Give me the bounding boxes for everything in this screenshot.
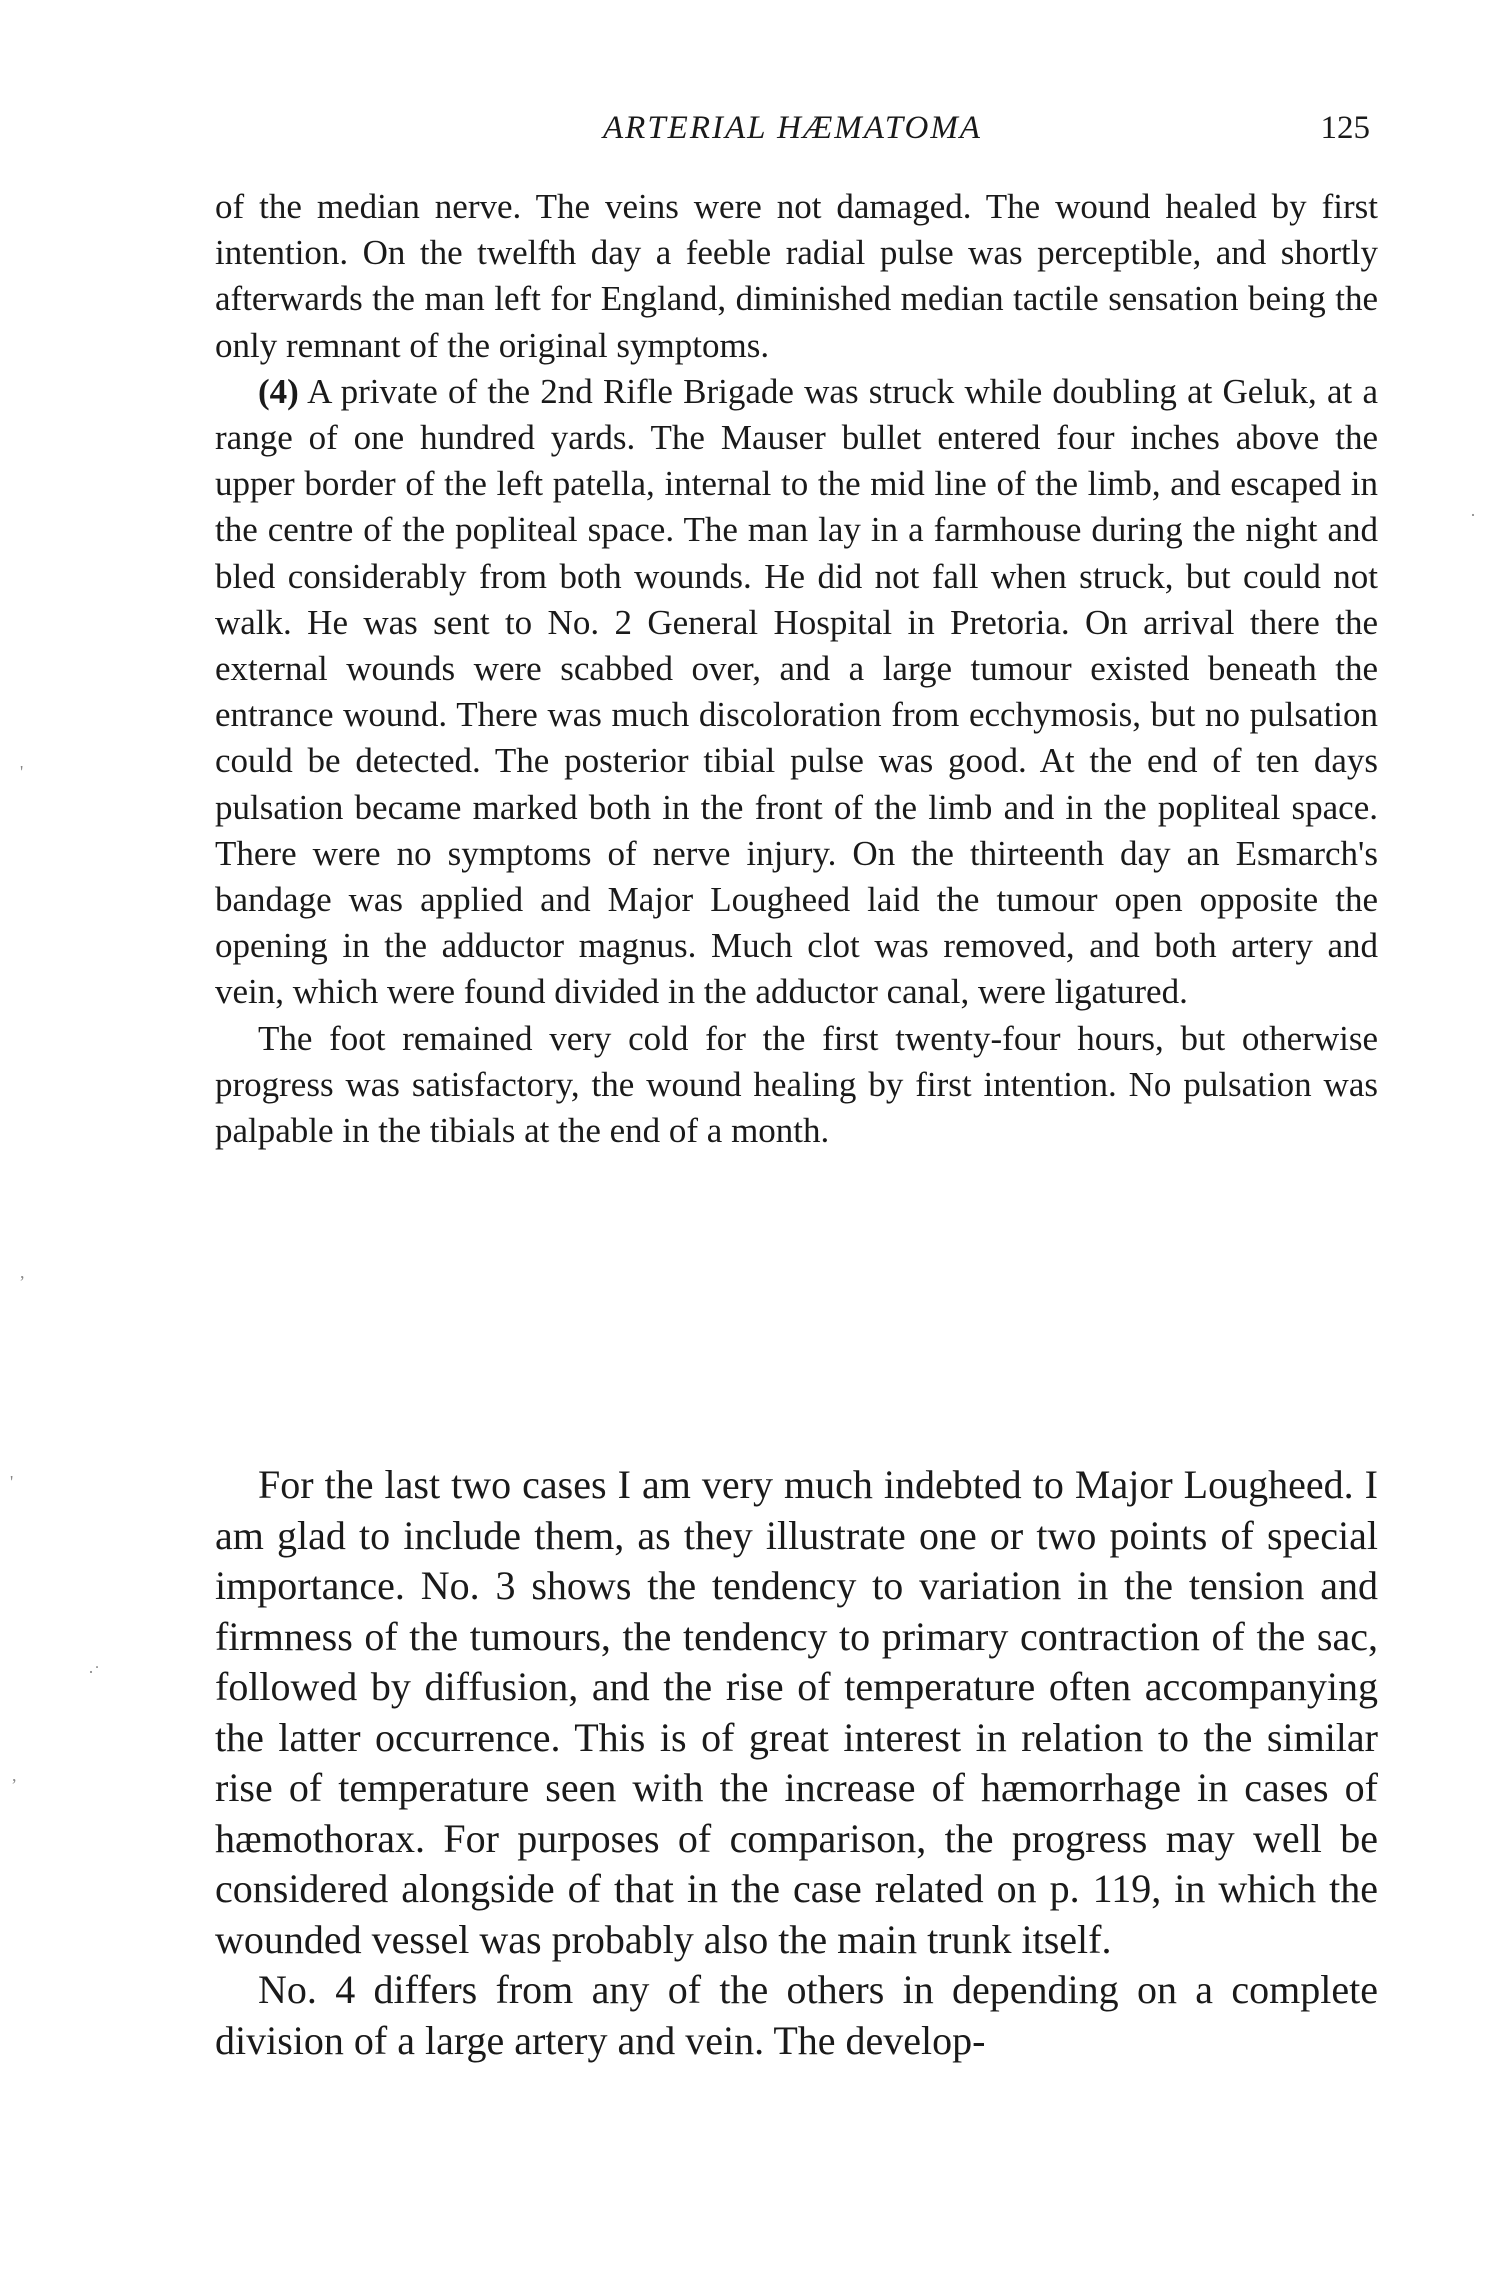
discussion-section bbox=[215, 1460, 1378, 2066]
speck: , bbox=[12, 1765, 17, 1785]
case-number: (4) bbox=[258, 371, 299, 411]
page-header bbox=[215, 110, 1370, 150]
paragraph bbox=[215, 1460, 1378, 1965]
paragraph bbox=[215, 184, 1378, 369]
speck: ' bbox=[10, 1472, 14, 1492]
paragraph bbox=[215, 369, 1378, 1016]
paragraph-text: The foot remained very cold for the first twenty-four hours, but otherwise progress was satisfactory, the wound healing by first intention. No pulsation was palpable in the tibials at the end of a month. bbox=[215, 1018, 1378, 1151]
paragraph-text: No. 4 differs from any of the others in depending on a complete division of a large artery and vein. The develop- bbox=[215, 1967, 1378, 2063]
page-number: 125 bbox=[1320, 110, 1370, 146]
paragraph-text: of the median nerve. The veins were not damaged. The wound healed by first intention. On the twelfth day a feeble radial pulse was perceptible, and shortly afterwards the man left for England, diminished median tactile sensation being the only remnant of the original symptoms. bbox=[215, 187, 1378, 365]
running-title: ARTERIAL HÆMATOMA bbox=[603, 110, 982, 146]
paragraph-text: A private of the 2nd Rifle Brigade was struck while doubling at Geluk, at a range of one hundred yards. The Mauser bullet entered four inches above the upper border of the left patella, internal to the mid line of the limb, and escaped in the centre of the popliteal space. The man lay in a farmhouse during the night and bled considerably from both wounds. He did not fall when struck, but could not walk. He was sent to No. 2 General Hospital in Pretoria. On arrival there the external wounds were scabbed over, and a large tumour existed beneath the entrance wound. There was much discoloration from ecchymosis, but no pulsation could be detected. The posterior tibial pulse was good. At the end of ten days pulsation became marked both in the front of the limb and in the popliteal space. There were no symptoms of nerve injury. On the thirteenth day an Esmarch's bandage was applied and Major Lougheed laid the tumour open opposite the opening in the adductor magnus. Much clot was removed, and both artery and vein, which were found divided in the adductor canal, were ligatured. bbox=[215, 371, 1378, 1012]
speck: · bbox=[1470, 505, 1476, 525]
speck: , bbox=[20, 1262, 25, 1282]
paragraph-text: For the last two cases I am very much indebted to Major Lougheed. I am glad to include them, as they illustrate one or two points of special importance. No. 3 shows the tendency to variation in the tension and firmness of the tumours, the tendency to primary contraction of the sac, followed by diffusion, and the rise of temperature often accompanying the latter occurrence. This is of great interest in relation to the similar rise of temperature seen with the increase of hæmorrhage in cases of hæmothorax. For purposes of comparison, the progress may well be considered alongside of that in the case related on p. 119, in which the wounded vessel was probably also the main trunk itself. bbox=[215, 1462, 1378, 1962]
case-report-section bbox=[215, 184, 1378, 1154]
speck: ' bbox=[20, 762, 24, 782]
speck: ·˙ bbox=[88, 1662, 100, 1682]
paragraph bbox=[215, 1965, 1378, 2066]
paragraph bbox=[215, 1016, 1378, 1155]
